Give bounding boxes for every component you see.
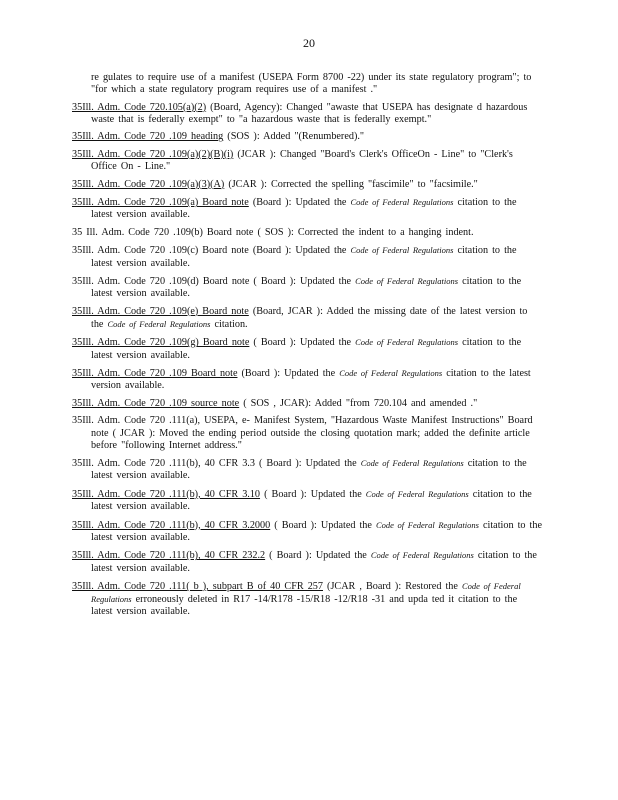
section-reference: 35Ill. Adm. Code 720 .109(e) Board note — [72, 305, 249, 317]
entry-text-end: citation to the latest version available. — [91, 458, 527, 482]
cfr-title: Code of Federal Regulations — [107, 318, 211, 329]
list-item — [72, 457, 542, 482]
entry-text-end: citation to the latest version available. — [91, 197, 517, 221]
entry-text: 35Ill. Adm. Code 720 .109(d) Board note ( Board ): Updated the — [72, 276, 356, 288]
entry-text-end: citation to the latest version available. — [91, 245, 517, 269]
entry-text: (Board ): Updated the — [237, 368, 340, 380]
cfr-title: Code of Federal Regulations — [350, 245, 454, 256]
entry-text: (JCAR ): Corrected the spelling "fascimile" to "facsimile." — [224, 178, 478, 190]
list-item — [72, 275, 542, 300]
entry-text-end: citation to the latest version available. — [91, 337, 522, 361]
entry-text: ( SOS , JCAR): Added "from 720.104 and amended ." — [239, 397, 478, 409]
section-reference: 35Ill. Adm. Code 720 .111(b), 40 CFR 3.10 — [72, 488, 261, 500]
entry-text: ( Board ): Updated the — [249, 337, 356, 349]
list-item — [72, 306, 542, 331]
section-reference: 35Ill. Adm. Code 720 .109 source note — [72, 397, 240, 409]
entry-text-end: citation. — [210, 318, 248, 330]
list-item — [72, 179, 542, 191]
entry-text: (Board, Agency): Changed "awaste that USEPA has designate d hazardous waste that is federally exempt" to "a hazardous waste that is federally exempt." — [91, 101, 528, 125]
entry-text: (SOS ): Added "(Renumbered)." — [223, 131, 365, 143]
list-item — [72, 519, 542, 544]
section-reference: 35Ill. Adm. Code 720 .111(b), 40 CFR 3.2000 — [72, 519, 271, 531]
list-item — [72, 580, 542, 619]
cfr-title: Code of Federal Regulations — [375, 519, 479, 530]
section-reference: 35Ill. Adm. Code 720 .111( b ), subpart B of 40 CFR 257 — [72, 581, 323, 593]
cfr-title: Code of Federal Regulations — [370, 550, 474, 561]
entry-text-end: erroneously deleted in R17 -14/R178 -15/R18 -12/R18 -31 and upda ted it citation to the latest version available. — [91, 594, 518, 618]
list-item — [72, 415, 542, 452]
section-reference: 35Ill. Adm. Code 720 .109(a)(2)(B)(i) — [72, 148, 234, 160]
list-item — [72, 149, 542, 173]
section-reference: 35Ill. Adm. Code 720.105(a)(2) — [72, 101, 207, 113]
list-item — [72, 102, 542, 126]
cfr-title: Code of Federal Regulations — [365, 488, 469, 499]
entry-text-end: citation to the latest version available. — [91, 276, 522, 300]
section-reference: 35Ill. Adm. Code 720 .109 Board note — [72, 368, 238, 380]
entry-text-end: citation to the latest version available. — [91, 519, 543, 543]
entry-text: 35Ill. Adm. Code 720 .111(a), USEPA, e- Manifest System, "Hazardous Waste Manifest Instructions" Board note ( JCAR ): Moved the ending period outside the closing quotation mark; added the definite article before "following Internet address." — [72, 415, 533, 451]
cfr-title: Code of Federal Regulations — [360, 458, 464, 469]
entry-text: (Board, JCAR ): Added the missing date of the latest version to the — [91, 305, 528, 330]
cfr-title: Code of Federal Regulations — [91, 581, 521, 605]
entry-text: ( Board ): Updated the — [260, 488, 366, 500]
entry-text: re gulates to require use of a manifest (USEPA Form 8700 -22) under its state regulatory program"; to "for which a state regulatory program requires use of a manifest ." — [91, 72, 532, 96]
entry-text: (JCAR , Board ): Restored the — [323, 581, 462, 593]
list-item — [72, 336, 542, 361]
entry-text-end: citation to the latest version available. — [91, 368, 531, 392]
section-reference: 35Ill. Adm. Code 720 .109 heading — [72, 131, 224, 143]
list-item — [72, 488, 542, 513]
entry-text-end: citation to the latest version available. — [91, 488, 532, 513]
errata-list — [72, 72, 542, 624]
list-item — [72, 367, 542, 392]
cfr-title: Code of Federal Regulations — [355, 337, 459, 348]
entry-text: 35 Ill. Adm. Code 720 .109(b) Board note ( SOS ): Corrected the indent to a hanging indent. — [72, 226, 474, 238]
entry-text: ( Board ): Updated the — [265, 550, 371, 562]
cfr-title: Code of Federal Regulations — [350, 197, 454, 208]
entry-text: 35Ill. Adm. Code 720 .109(c) Board note (Board ): Updated the — [72, 245, 351, 257]
list-item — [72, 196, 542, 221]
section-reference: 35Ill. Adm. Code 720 .109(a) Board note — [72, 197, 249, 209]
entry-text-end: citation to the latest version available. — [91, 550, 537, 574]
entry-text: ( Board ): Updated the — [270, 519, 376, 531]
list-item — [72, 244, 542, 269]
list-item — [72, 72, 542, 96]
list-item — [72, 398, 542, 410]
entry-text: 35Ill. Adm. Code 720 .111(b), 40 CFR 3.3 ( Board ): Updated the — [72, 458, 361, 470]
entry-text: (JCAR ): Changed "Board's Clerk's OfficeOn - Line" to "Clerk's Office On - Line." — [91, 148, 513, 173]
section-reference: 35Ill. Adm. Code 720 .109(a)(3)(A) — [72, 178, 225, 190]
cfr-title: Code of Federal Regulations — [355, 276, 459, 287]
cfr-title: Code of Federal Regulations — [339, 368, 443, 379]
list-item — [72, 549, 542, 574]
page-number: 20 — [303, 36, 315, 50]
entry-text: (Board ): Updated the — [248, 197, 351, 209]
section-reference: 35Ill. Adm. Code 720 .111(b), 40 CFR 232.2 — [72, 550, 266, 562]
section-reference: 35Ill. Adm. Code 720 .109(g) Board note — [72, 337, 250, 349]
list-item — [72, 227, 542, 239]
list-item — [72, 131, 542, 143]
